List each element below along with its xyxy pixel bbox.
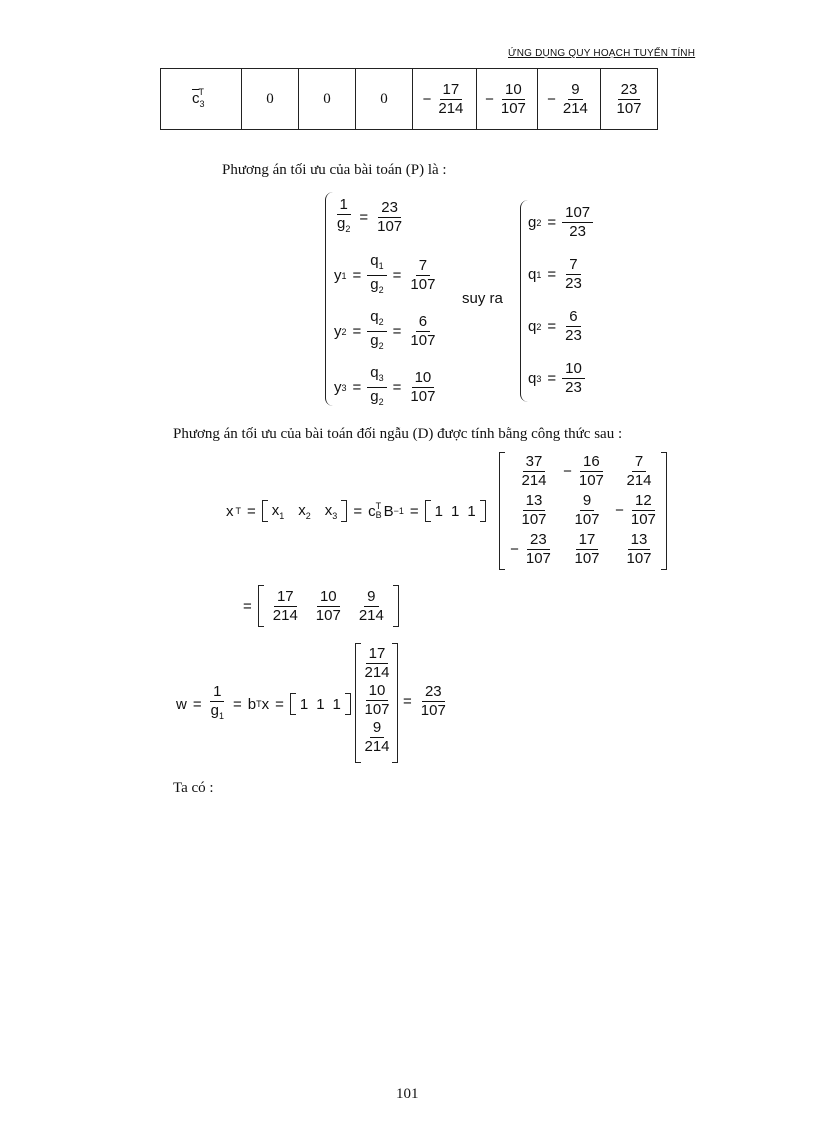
matrix-cell: $\frac{37}{214}$ (521, 453, 547, 489)
paragraph-ta-co: Ta có : (173, 780, 214, 796)
system-left-row-4: y 3 = $\frac{q_3}{g_2}$ = $\frac{10}{107}$ (334, 364, 436, 407)
matrix-cell: − $\frac{12}{107}$ (615, 492, 656, 528)
x-column-vector: $\frac{17}{214}$ $\frac{10}{107}$ $\frac{9}{214}$ (364, 645, 390, 755)
row-label-c3: $\overline{c}_3^T$ (161, 69, 242, 130)
page-number: 101 (396, 1086, 419, 1102)
table-cell: 0 (356, 69, 413, 130)
table-cell: 0 (299, 69, 356, 130)
x-result-vector: = $\frac{17}{214}$ $\frac{10}{107}$ $\frac{9}{214}$ (243, 585, 399, 627)
system-left-row-1: $\frac{1}{g_2}$ = $\frac{23}{107}$ (337, 196, 403, 235)
table-cell: − $\frac{10}{107}$ (477, 69, 538, 130)
x-transpose-equation: x T = $x_1$ $x_2$ $x_3$ = c T B B −1 = 1 1 1 (226, 500, 486, 522)
suy-ra-text: suy ra (462, 290, 503, 307)
w-equation: w = $\frac{1}{g_1}$ = b T x = 1 1 1 (176, 683, 351, 725)
matrix-bracket-left (499, 452, 505, 570)
matrix-cell: $\frac{13}{107}$ (521, 492, 547, 528)
system-left-row-2: y 1 = $\frac{q_1}{g_2}$ = $\frac{7}{107}$ (334, 252, 436, 295)
system-right-row-1: g 2 = $\frac{107}{23}$ (528, 204, 593, 241)
paragraph-optimal-d: Phương án tối ưu của bài toán đối ngẫu (D) được tính bằng công thức sau : (173, 426, 623, 442)
table-cell: − $\frac{17}{214}$ (413, 69, 477, 130)
table-cell: − $\frac{9}{214}$ (538, 69, 601, 130)
table-cell: 0 (242, 69, 299, 130)
left-brace (325, 192, 334, 406)
matrix-cell: − $\frac{16}{107}$ (563, 453, 604, 489)
table-cell: $\frac{23}{107}$ (601, 69, 658, 130)
system-right-row-2: q 1 = $\frac{7}{23}$ (528, 256, 582, 292)
simplex-table-row (160, 68, 658, 130)
matrix-cell: $\frac{7}{214}$ (626, 453, 652, 489)
system-right-row-4: q 3 = $\frac{10}{23}$ (528, 360, 585, 397)
matrix-cell: $\frac{13}{107}$ (626, 530, 652, 567)
system-right-row-3: q 2 = $\frac{6}{23}$ (528, 308, 582, 344)
running-header: ỨNG DỤNG QUY HOẠCH TUYẾN TÍNH (508, 48, 696, 59)
matrix-cell: $\frac{17}{107}$ (574, 530, 600, 567)
system-left-row-3: y 2 = $\frac{q_2}{g_2}$ = $\frac{6}{107}$ (334, 308, 436, 351)
inverse-matrix (506, 452, 662, 568)
w-result: = $\frac{23}{107}$ (403, 683, 446, 719)
paragraph-optimal-p: Phương án tối ưu của bài toán (P) là : (222, 162, 447, 178)
matrix-cell: − $\frac{23}{107}$ (510, 530, 551, 567)
matrix-cell: $\frac{9}{107}$ (574, 492, 600, 528)
